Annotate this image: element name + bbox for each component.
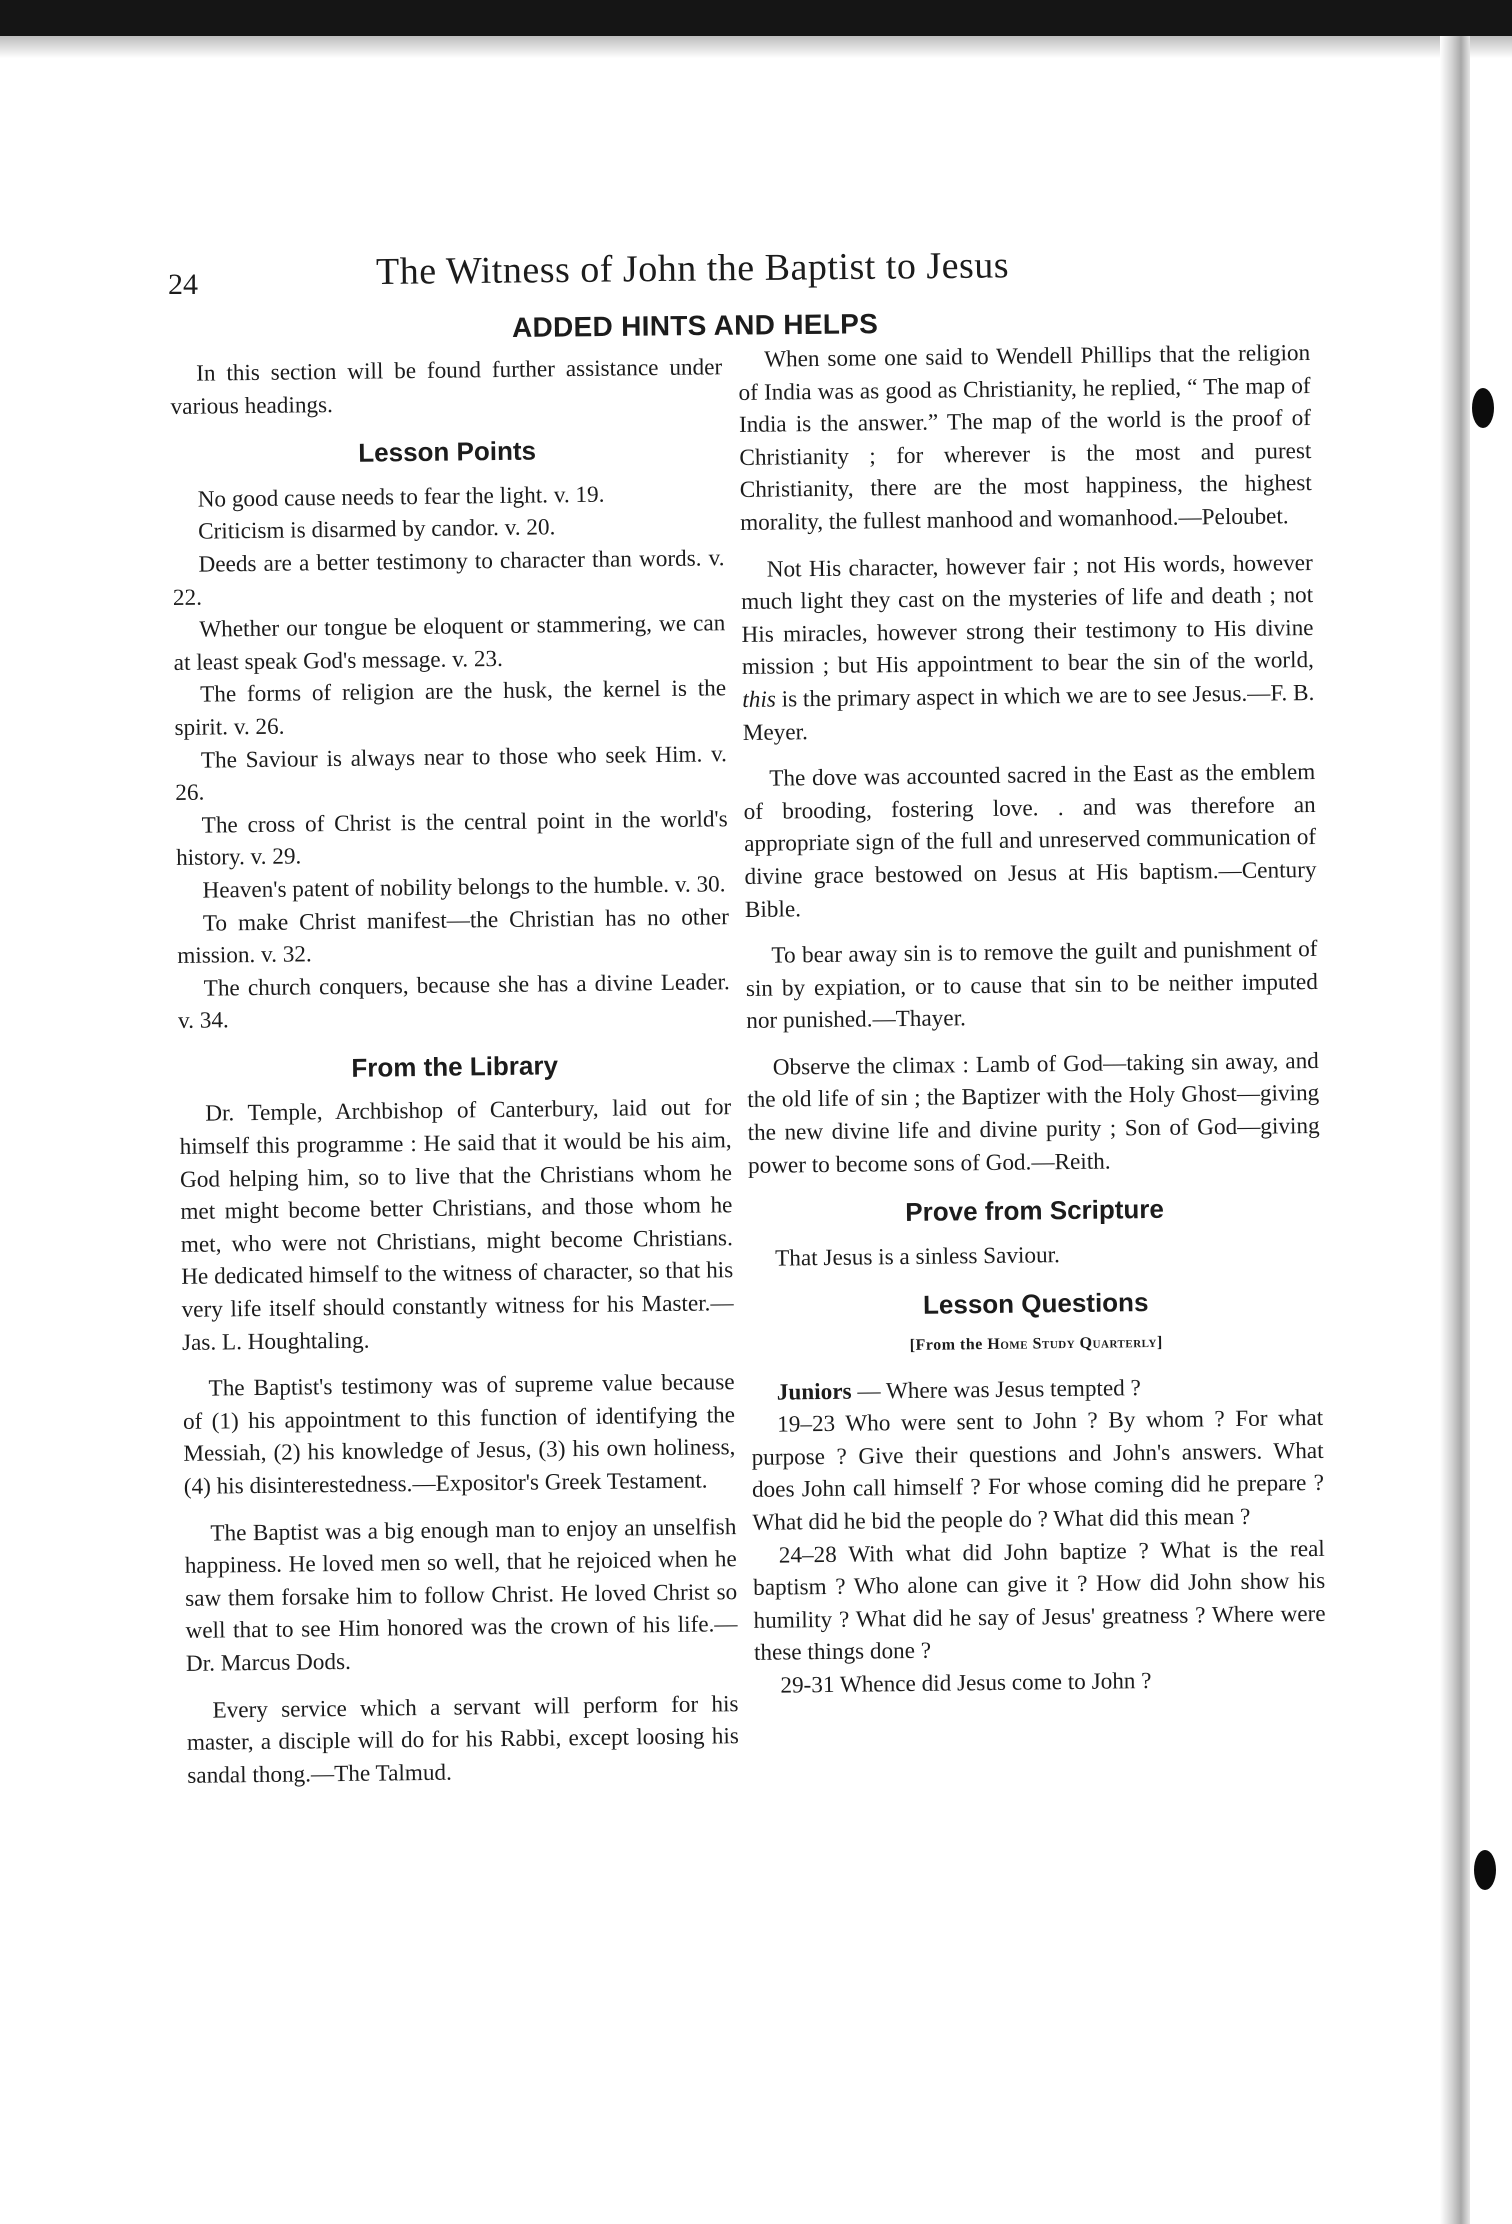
quote-paragraph: To bear away sin is to remove the guilt and punishment of sin by expiation, or to cause that sin to be neither imputed nor punished.—Thayer. bbox=[745, 936, 1318, 1035]
quote-paragraph: When some one said to Wendell Phillips that the religion of India was as good as Christianity, he replied, “ The map of India is the answer.” The map of the world is the proof of Christianity ; for wherever is the most and purest Christianity, there are the most happiness, the highest morality, the fullest manhood and womanhood.—Peloubet. bbox=[738, 340, 1312, 536]
questions-source: [From the Home Study Quarterly] bbox=[909, 1333, 1163, 1355]
prove-text: That Jesus is a sinless Saviour. bbox=[775, 1241, 1060, 1272]
question-group: 29-31 Whence did Jesus come to John ? bbox=[780, 1668, 1152, 1699]
quote-paragraph: Observe the climax : Lamb of God—taking sin away, and the old life of sin ; the Baptizer with the Holy Ghost—giving the new divine life and divine purity ; Son of God—giving power to become sons of God.—Reith. bbox=[747, 1047, 1320, 1179]
library-paragraph: The Baptist was a big enough man to enjoy an unselfish happiness. He loved men so well, that he rejoiced when he saw them forsake him to follow Christ. He loved Christ so well that to see Him honored was the crown of his life.—Dr. Marcus Dods. bbox=[184, 1513, 738, 1677]
lesson-point: To make Christ manifest—the Christian has no other mission. v. 32. bbox=[177, 903, 730, 970]
quote-paragraph: The dove was accounted sacred in the East as the emblem of brooding, fostering love. . and was therefore an appropriate sign of the full and unreserved communication of divine grace bestowed on Jesus at His baptism.—Century Bible. bbox=[743, 759, 1317, 923]
lesson-point: Whether our tongue be eloquent or stammering, we can at least speak God's message. v. 23. bbox=[173, 610, 726, 676]
emphasis: this bbox=[742, 686, 777, 713]
quote-paragraph-meyer: Not His character, however fair ; not His words, however much light they cast on the mysteries of life and death ; not His miracles, however strong their testimony to His divine mission ; but His appointment to bear the sin of the world, this is the primary aspect in which we are to see Jesus.—F. B. Meyer. bbox=[740, 549, 1315, 746]
binder-hole bbox=[1472, 388, 1494, 428]
lesson-point: No good cause needs to fear the light. v. 19. bbox=[197, 481, 605, 513]
scan-top-edge bbox=[0, 0, 1512, 36]
right-column bbox=[738, 337, 1327, 1702]
intro-paragraph: In this section will be found further assistance under various headings. bbox=[170, 354, 723, 420]
lesson-points-list bbox=[172, 477, 731, 1038]
juniors-label: Juniors bbox=[776, 1378, 852, 1406]
library-paragraph: The Baptist's testimony was of supreme value because of (1) his appointment to this function of identifying the Messiah, (2) his knowledge of Jesus, (3) his own holiness, (4) his disinterestedness.—Expositor's Greek Testament. bbox=[182, 1369, 736, 1500]
question-group: 19–23 Who were sent to John ? By whom ? For what purpose ? Give their questions and John's answers. What does John call himself ? For whose coming did he prepare ? What did he bid the people do ? What did this mean ? bbox=[751, 1405, 1325, 1536]
lesson-questions-heading: Lesson Questions bbox=[922, 1287, 1149, 1321]
prove-from-scripture-heading: Prove from Scripture bbox=[905, 1194, 1165, 1228]
page-number: 24 bbox=[168, 268, 198, 301]
page-spine-shadow bbox=[1440, 36, 1470, 2224]
from-the-library-heading: From the Library bbox=[351, 1050, 559, 1083]
lesson-point: The forms of religion are the husk, the kernel is the spirit. v. 26. bbox=[174, 675, 727, 741]
left-column bbox=[170, 351, 740, 1806]
lesson-point: The Saviour is always near to those who seek Him. v. 26. bbox=[175, 740, 728, 807]
scan-top-shadow bbox=[0, 36, 1512, 58]
library-paragraph: Dr. Temple, Archbishop of Canterbury, laid out for himself this programme : He said that it would be his aim, God helping him, so to live that the Christians whom he met might become better Christians, and those whom he met, who were not Christians, might become Christians. He dedicated himself to the witness of character, so that his very life itself should constantly witness for his Master.—Jas. L. Houghtaling. bbox=[179, 1094, 734, 1356]
lesson-point: Criticism is disarmed by candor. v. 20. bbox=[197, 514, 556, 546]
library-paragraph: Every service which a servant will perform for his master, a disciple will do for his Rabbi, except loosing his sandal thong.—The Talmud. bbox=[186, 1690, 740, 1789]
lesson-point: The cross of Christ is the central point in the world's history. v. 29. bbox=[175, 805, 728, 872]
binder-hole bbox=[1474, 1850, 1496, 1890]
lesson-point: Heaven's patent of nobility belongs to the humble. v. 30. bbox=[202, 871, 726, 904]
running-title: The Witness of John the Baptist to Jesus bbox=[375, 244, 1010, 293]
lesson-point: Deeds are a better testimony to character than words. v. 22. bbox=[172, 545, 725, 611]
section-heading: ADDED HINTS AND HELPS bbox=[511, 308, 879, 343]
lesson-point: The church conquers, because she has a divine Leader. v. 34. bbox=[177, 968, 730, 1035]
question-group: 24–28 With what did John baptize ? What is the real baptism ? Who alone can give it ? How did John show his humility ? What did he say of Jesus' greatness ? Where were these things done ? bbox=[753, 1535, 1326, 1667]
lesson-points-heading: Lesson Points bbox=[358, 435, 537, 468]
juniors-question: Juniors — Where was Jesus tempted ? bbox=[776, 1374, 1142, 1406]
